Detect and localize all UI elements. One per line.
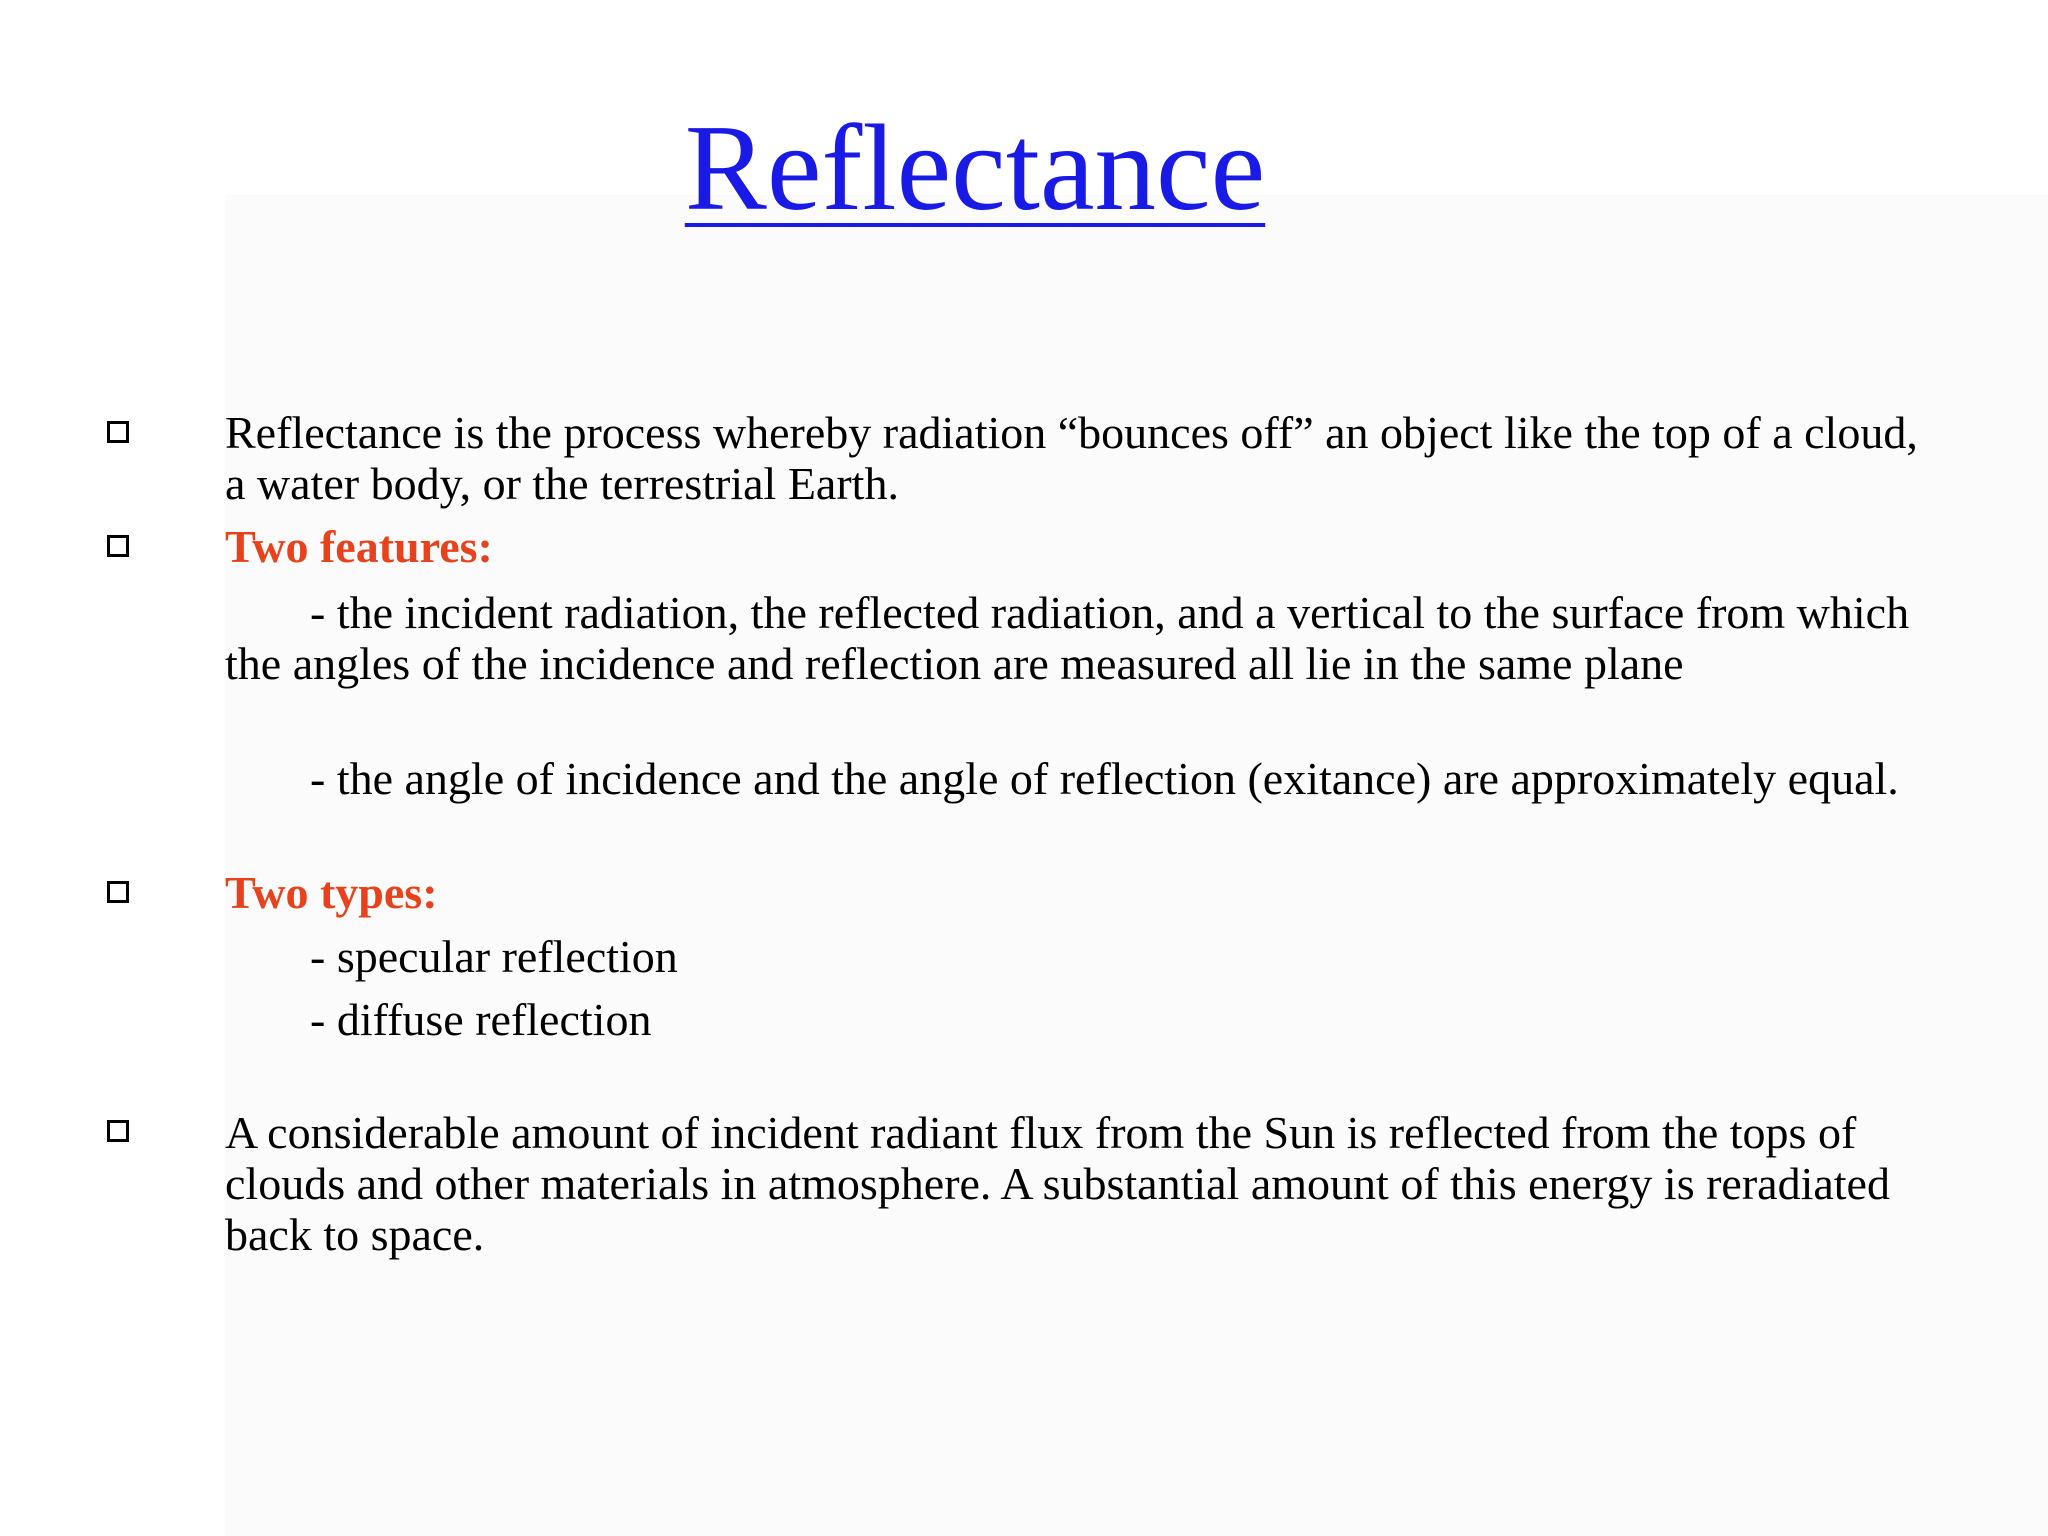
hollow-square-bullet-icon	[107, 421, 129, 443]
hollow-square-bullet-icon	[107, 1120, 129, 1142]
slide-title: Reflectance	[684, 99, 1266, 236]
hollow-square-bullet-icon	[107, 535, 129, 557]
bullet-2-point-2: - the angle of incidence and the angle of reflection (exitance) are approximately equal.	[310, 753, 1899, 804]
bullet-4-text: A considerable amount of incident radiant flux from the Sun is reflected from the tops of clouds and other materials in atmosphere. A substantial amount of this energy is reradiated back to space.	[225, 1107, 1890, 1260]
hollow-square-bullet-icon	[107, 881, 129, 903]
slide-background	[225, 195, 2048, 1536]
bullet-1-text: Reflectance is the process whereby radiation “bounces off” an object like the top of a cloud, a water body, or the terrestrial Earth.	[225, 407, 1918, 509]
bullet-2-heading: Two features:	[225, 521, 493, 572]
bullet-2-point-1: - the incident radiation, the reflected radiation, and a vertical to the surface from which the angles of the incidence and reflection are measured all lie in the same plane	[225, 587, 1910, 689]
bullet-3-point-2: - diffuse reflection	[310, 994, 652, 1045]
bullet-3-heading: Two types:	[225, 867, 438, 918]
bullet-3-point-1: - specular reflection	[310, 931, 678, 982]
